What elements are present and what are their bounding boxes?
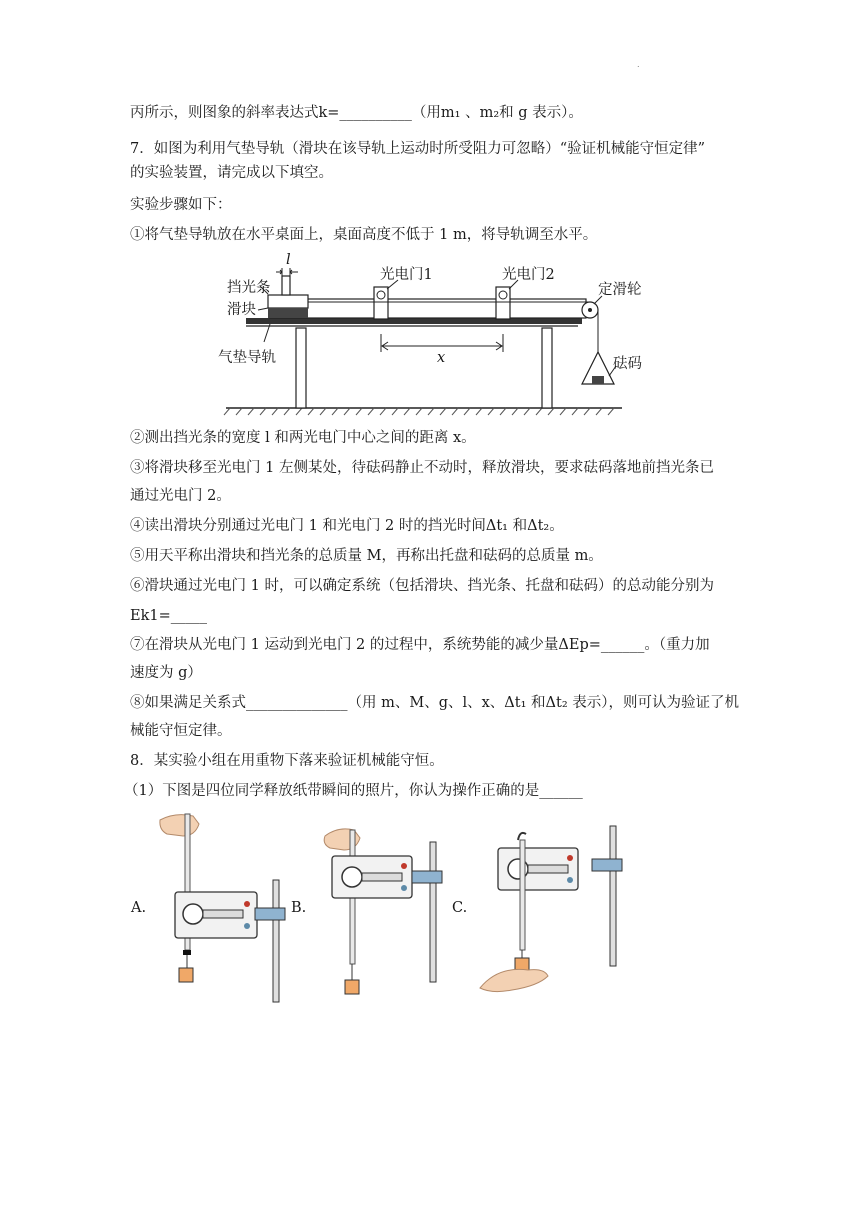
option-a-illustration	[155, 810, 290, 1005]
figure1-label-weight: 砝码	[613, 356, 642, 372]
step-5: ⑤用天平称出滑块和挡光条的总质量 M，再称出托盘和砝码的总质量 m。	[130, 548, 603, 564]
page-mark: .	[637, 60, 640, 69]
text-line: 实验步骤如下：	[130, 197, 232, 213]
figure1-label-baffle: 挡光条	[227, 280, 271, 296]
text-line: 的实验装置，请完成以下填空。	[130, 165, 333, 181]
figure1-label-gate1: 光电门1	[380, 267, 433, 283]
option-a-label: A.	[131, 900, 147, 916]
figure1-label-slider: 滑块	[227, 302, 256, 318]
step-7: ⑦在滑块从光电门 1 运动到光电门 2 的过程中，系统势能的减少量ΔEp=______。（重力加	[130, 637, 710, 653]
question-8-stem: 8．某实验小组在用重物下落来验证机械能守恒。	[130, 753, 444, 769]
step-8: ⑧如果满足关系式______________（用 m、M、g、l、x、Δt₁ 和Δt₂ 表示），则可认为验证了机	[130, 695, 739, 711]
option-b-label: B.	[291, 900, 307, 916]
figure1-label-pulley: 定滑轮	[598, 282, 642, 298]
step-2: ②测出挡光条的宽度 l 和两光电门中心之间的距离 x。	[130, 430, 476, 446]
figure1-label-track: 气垫导轨	[218, 350, 276, 366]
text-line: 械能守恒定律。	[130, 723, 232, 739]
option-c-label: C.	[452, 900, 468, 916]
figure1-label-x: x	[437, 350, 446, 366]
figure1-label-l: l	[286, 252, 291, 268]
step-6: ⑥滑块通过光电门 1 时，可以确定系统（包括滑块、挡光条、托盘和砝码）的总动能分别为	[130, 578, 714, 594]
step-1: ①将气垫导轨放在水平桌面上，桌面高度不低于 1 m，将导轨调至水平。	[130, 227, 598, 243]
text-line: Ek1=_____	[130, 608, 207, 624]
text-line: 通过光电门 2。	[130, 488, 231, 504]
question-7-stem: 7．如图为利用气垫导轨（滑块在该导轨上运动时所受阻力可忽略）“验证机械能守恒定律”	[130, 141, 706, 157]
step-3: ③将滑块移至光电门 1 左侧某处，待砝码静止不动时，释放滑块，要求砝码落地前挡光条已	[130, 460, 714, 476]
question-8-part-1: （1）下图是四位同学释放纸带瞬间的照片，你认为操作正确的是______	[124, 783, 583, 799]
figure1-label-gate2: 光电门2	[502, 267, 555, 283]
option-c-illustration	[478, 820, 638, 1000]
text-line: 速度为 g）	[130, 665, 202, 681]
step-4: ④读出滑块分别通过光电门 1 和光电门 2 时的挡光时间Δt₁ 和Δt₂。	[130, 518, 564, 534]
option-b-illustration	[320, 822, 455, 997]
text-line: 丙所示，则图象的斜率表达式k=__________（用m₁ 、m₂和 g 表示）。	[130, 105, 583, 121]
